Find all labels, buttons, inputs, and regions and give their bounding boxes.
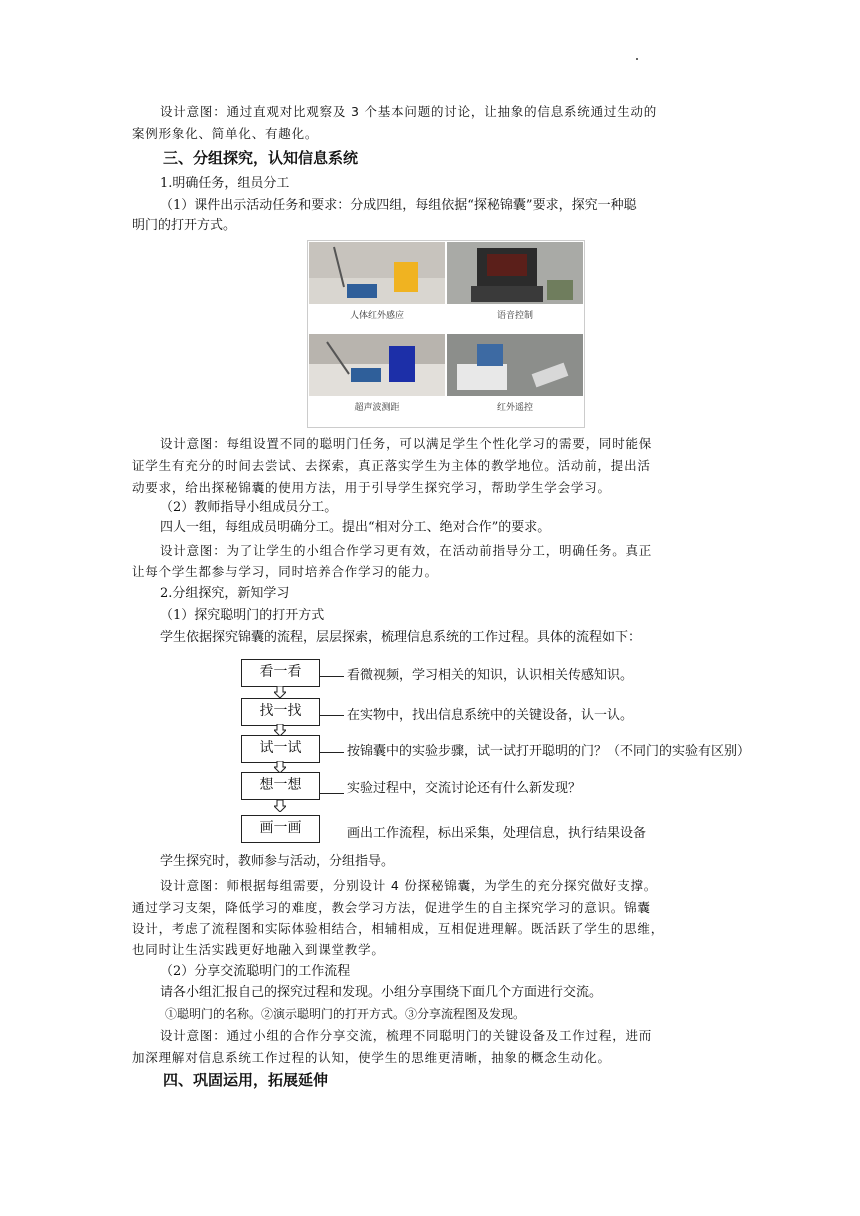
section-heading-3: 三、分组探究，认知信息系统 (163, 149, 359, 167)
flow-connector-line (320, 752, 344, 753)
explore-door-heading: （1）探究聪明门的打开方式 (160, 608, 325, 623)
flow-step-description: 画出工作流程，标出采集，处理信息，执行结果设备 (347, 826, 647, 841)
flow-step-box: 找一找 (241, 698, 320, 726)
design-rationale-5-line2: 加深理解对信息系统工作过程的认知，使学生的思维更清晰，抽象的概念生动化。 (132, 1050, 611, 1065)
design-rationale-3-line2: 让每个学生都参与学习，同时培养合作学习的能力。 (132, 564, 438, 579)
infrared-remote-photo (447, 334, 583, 396)
flow-connector-line (320, 715, 344, 716)
flow-step-description: 在实物中，找出信息系统中的关键设备，认一认。 (347, 708, 634, 723)
flow-step-description: 看微视频，学习相关的知识，认识相关传感知识。 (347, 668, 634, 683)
explore-process-intro: 学生依据探究锦囊的流程，层层探索，梳理信息系统的工作过程。具体的流程如下： (160, 630, 642, 645)
design-rationale-2-line2: 证学生有充分的时间去尝试、去探索，真正落实学生为主体的教学地位。活动前，提出活 (132, 458, 651, 473)
down-arrow-icon (274, 686, 286, 698)
design-rationale-5-line1: 设计意图：通过小组的合作分享交流，梳理不同聪明门的关键设备及工作过程，进而 (160, 1028, 653, 1043)
photo-caption: 红外遥控 (496, 403, 533, 413)
photo-infrared-sensor (309, 242, 445, 334)
voice-control-photo (447, 242, 583, 304)
design-rationale-2-line1: 设计意图：每组设置不同的聪明门任务，可以满足学生个性化学习的需要，同时能保 (160, 436, 653, 451)
photo-caption: 人体红外感应 (349, 311, 404, 321)
teacher-guidance-heading: （2）教师指导小组成员分工。 (160, 500, 338, 515)
design-rationale-4-line2: 通过学习支架，降低学习的难度，教会学习方法，促进学生的自主探究学习的意识。锦囊 (132, 900, 651, 915)
share-flow-heading: （2）分享交流聪明门的工作流程 (160, 964, 351, 979)
photo-caption: 超声波测距 (354, 403, 400, 413)
section-heading-4: 四、巩固运用，拓展延伸 (163, 1071, 329, 1089)
infrared-sensor-photo (309, 242, 445, 304)
design-rationale-1-line1: 设计意图：通过直观对比观察及 3 个基本问题的讨论，让抽象的信息系统通过生动的 (160, 104, 658, 119)
design-rationale-3-line1: 设计意图：为了让学生的小组合作学习更有效，在活动前指导分工，明确任务。真正 (160, 543, 653, 558)
subsection-1-title: 1.明确任务，组员分工 (160, 176, 290, 191)
design-rationale-2-line3: 动要求，给出探秘锦囊的使用方法，用于引导学生探究学习，帮助学生学会学习。 (132, 480, 611, 495)
flow-connector-line (320, 793, 344, 794)
share-flow-list: ①聪明门的名称。②演示聪明门的打开方式。③分享流程图及发现。 (165, 1007, 526, 1021)
group-division-text: 四人一组，每组成员明确分工。提出“相对分工、绝对合作”的要求。 (160, 520, 551, 535)
flow-step-box: 想一想 (241, 772, 320, 800)
share-flow-text: 请各小组汇报自己的探究过程和发现。小组分享围绕下面几个方面进行交流。 (160, 985, 603, 1000)
task-requirements-line1: （1）课件出示活动任务和要求：分成四组，每组依据“探秘锦囊”要求，探究一种聪 (160, 198, 637, 213)
photo-infrared-remote (447, 334, 583, 426)
flow-step-description: 实验过程中，交流讨论还有什么新发现？ (347, 781, 582, 796)
flow-connector-line (320, 676, 344, 677)
task-requirements-line2: 明门的打开方式。 (132, 218, 237, 233)
design-rationale-4-line3: 设计，考虑了流程图和实际体验相结合，相辅相成，互相促进理解。既活跃了学生的思维， (132, 921, 665, 936)
design-rationale-4-line4: 也同时让生活实践更好地融入到课堂教学。 (132, 942, 385, 957)
photo-ultrasonic (309, 334, 445, 426)
flow-step-box: 看一看 (241, 659, 320, 687)
down-arrow-icon (274, 800, 286, 812)
page-dot (636, 58, 638, 60)
flow-step-description: 按锦囊中的实验步骤，试一试打开聪明的门？（不同门的实验有区别） (347, 744, 751, 759)
teacher-participation-text: 学生探究时，教师参与活动，分组指导。 (160, 854, 395, 869)
flow-step-box: 画一画 (241, 815, 320, 843)
design-rationale-4-line1: 设计意图：师根据每组需要，分别设计 4 份探秘锦囊，为学生的充分探究做好支撑。 (160, 878, 658, 893)
ultrasonic-photo (309, 334, 445, 396)
design-rationale-1-line2: 案例形象化、简单化、有趣化。 (132, 126, 319, 141)
photo-voice-control (447, 242, 583, 334)
flow-step-box: 试一试 (241, 735, 320, 763)
activity-photo-grid (307, 240, 585, 428)
photo-caption: 语音控制 (496, 311, 533, 321)
subsection-2-title: 2.分组探究，新知学习 (160, 586, 290, 601)
